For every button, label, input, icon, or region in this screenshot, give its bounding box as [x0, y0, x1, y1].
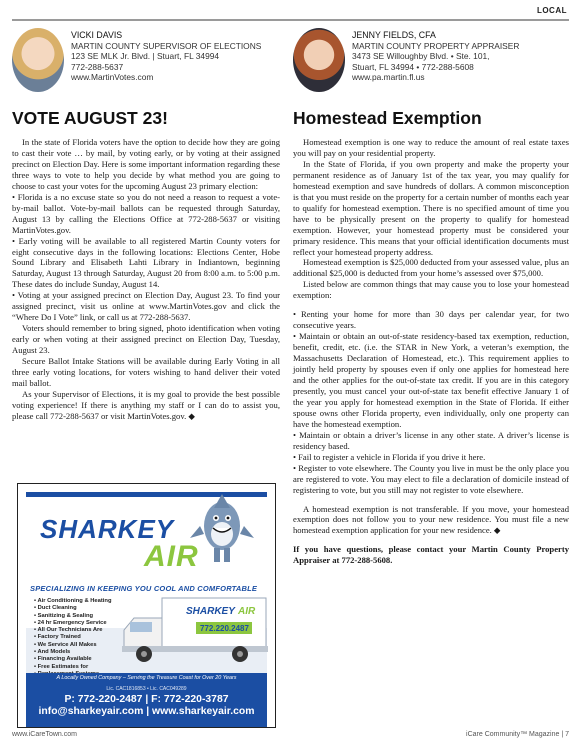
paragraph: Homestead exemption is $25,000 deducted from your assessed value, plus an additional $25,000 is deducted from your home’s assessed over $75,000.	[293, 257, 569, 279]
profile-info	[71, 28, 261, 98]
headline: VOTE AUGUST 23!	[12, 108, 168, 128]
paragraph: In the State of Florida, if you own property and make the property your permanent residence as of January 1st of the tax year, you may qualify for homestead exemption and save hundreds of dollars. A common misconception is that you must reside on the property for a certain number of months each year to qualify for homestead exemption. There is no specified amount of time you have to be physically present on the property to qualify for homestead exemption. However, your homestead property must be considered your primary residence. This means that your official identification documents must reflect your homestead property address.	[293, 158, 569, 257]
svg-text:SHARKEY: SHARKEY	[186, 606, 235, 617]
list-item: • Renting your home for more than 30 days per calendar year, for two consecutive years.	[293, 309, 569, 331]
left-column	[12, 28, 280, 422]
profile-phone: 772-288-5637	[71, 61, 124, 72]
ad-owned-line: A Locally Owned Company – Serving the Treasure Coast for Over 20 Years	[56, 675, 237, 681]
paragraph: Voters should remember to bring signed, photo identification when voting early or when voting at their assigned precinct on Election Day, Tuesday, August 23.	[12, 323, 280, 356]
article-body	[293, 137, 569, 566]
profile-address: 3473 SE Willoughby Blvd. • Ste. 101,	[352, 51, 490, 62]
list-item: • Maintain or obtain a driver’s license in any other state. A driver’s license is residency based.	[293, 429, 569, 451]
section-tag: LOCAL	[536, 6, 567, 15]
list-item: • Financing Available	[34, 656, 112, 663]
truck-phone: 772.220.2487	[200, 624, 249, 633]
ad-brand-air: AIR	[144, 540, 199, 573]
list-item: • Maintain or obtain an out-of-state residency-based tax exemption, reduction, benefit, credit, etc. (i.e. the STAR in New York, a veteran’s exemption, the Massachusetts Declaration of Homestead, etc.). This requirement applies to jointly held property by spouses even if only one applies for homestead here and the other applies for the out-of-state tax credit. If you are in this category presently, you must cancel your out-of-state tax benefit effective January 1 of the year you apply for homestead exemption in the State of Florida. If either spouse owns other Florida property, even individually, only one property can have the homestead exemption.	[293, 331, 569, 429]
ad-phones[interactable]: P: 772-220-2487 | F: 772-220-3787	[64, 694, 229, 705]
list-item: • Air Conditioning & Heating	[34, 598, 112, 605]
service-truck-icon	[122, 596, 268, 666]
ad-tagline: SPECIALIZING IN KEEPING YOU COOL AND COMFORTABLE	[30, 584, 258, 593]
list-item: • 24 hr Emergency Service	[34, 620, 112, 627]
profile-title: MARTIN COUNTY SUPERVISOR OF ELECTIONS	[71, 40, 262, 51]
svg-text:AIR: AIR	[238, 606, 256, 617]
contact-paragraph: If you have questions, please contact your Martin County Property Appraiser at 772-288-5608.	[293, 544, 569, 566]
paragraph: In the state of Florida voters have the option to decide how they are going to cast their vote … by mail, by voting early, or by voting at their assigned precinct on Election Day. Here is some important information regarding these three ways to vote to help you decide by what method you are going to choose to cast your votes for the upcoming August 23 primary election:	[12, 137, 280, 191]
ad-web-link[interactable]: info@sharkeyair.com | www.sharkeyair.com	[38, 706, 255, 717]
top-rule	[12, 19, 569, 21]
paragraph: Secure Ballot Intake Stations will be available during Early Voting in all three early voting locations, for voters wishing to hand deliver their voted mail ballot.	[12, 356, 280, 388]
ad-panel	[26, 492, 267, 719]
jenny-profile	[293, 28, 569, 98]
shark-mascot-icon	[186, 492, 256, 572]
profile-name: JENNY FIELDS, CFA	[352, 30, 436, 40]
ad-license: Lic. CAC1816853 • Lic. CAC049289	[106, 686, 187, 692]
profile-title: MARTIN COUNTY PROPERTY APPRAISER	[352, 40, 520, 51]
profile-address2: Stuart, FL 34994 • 772-288-5608	[352, 61, 474, 72]
list-item: • Duct Cleaning	[34, 605, 112, 612]
closing-paragraph: A homestead exemption is not transferable. If you move, your homestead exemption does not follow you to your new residence. You must file a new homestead exemption application for your new residence. ◆	[293, 503, 569, 536]
profile-address: 123 SE MLK Jr. Blvd. | Stuart, FL 34994	[71, 51, 220, 62]
list-item: • Factory Trained	[34, 634, 112, 641]
headline: Homestead Exemption	[293, 108, 482, 128]
paragraph: Listed below are common things that may cause you to lose your homestead exemption:	[293, 279, 569, 301]
list-item: • Fail to register a vehicle in Florida if you drive it here.	[293, 451, 486, 462]
profile-web-link[interactable]: www.pa.martin.fl.us	[352, 72, 425, 83]
paragraph: Homestead exemption is one way to reduce the amount of real estate taxes you will pay on your residential property.	[293, 137, 569, 158]
ad-contact-bar	[26, 673, 267, 728]
profile-info	[352, 28, 519, 98]
footer-website[interactable]: www.iCareTown.com	[12, 731, 77, 738]
paragraph: • Early voting will be available to all registered Martin County voters for eight consecutive days in the following locations: Elections Center, Hobe Sound Library and Elisabeth Lahti Library in Indiantown, beginning Saturday, August 13 through Saturday, August 20 from 8:00 a.m. to 5:00 p.m. These dates do include Sunday, August 14.	[12, 235, 280, 290]
list-item: • Free Estimates for	[34, 664, 112, 671]
page-footer	[12, 731, 569, 738]
paragraph: • Voting at your assigned precinct on Election Day, August 23. To find your assigned precinct, visit us online at www.MartinVotes.gov and click the “Where Do I Vote” link, or call us at 772-288-5637.	[12, 290, 280, 323]
sharkey-air-ad[interactable]	[17, 483, 276, 728]
right-column	[293, 28, 569, 566]
list-item: • And Models	[34, 649, 112, 656]
vicki-profile	[12, 28, 280, 98]
avatar	[293, 28, 345, 92]
list-item: • All Our Technicians Are	[34, 627, 112, 634]
ad-services-list	[34, 598, 112, 678]
profile-web-link[interactable]: www.MartinVotes.com	[71, 72, 154, 83]
paragraph: As your Supervisor of Elections, it is my goal to provide the best possible voting experience! If there is anything my staff or I can do to assist you, please call 772-288-5637 or visit MartinVotes.gov. ◆	[12, 388, 280, 421]
paragraph: • Florida is a no excuse state so you do not need a reason to request a vote-by-mail ballot. Vote-by-mail ballots can be requested through Saturday, August 13 by calling the Elections Office at 772-288-5637 or visiting MartinVotes.gov.	[12, 191, 280, 235]
avatar	[12, 28, 64, 92]
footer-page-info: iCare Community™ Magazine | 7	[466, 731, 569, 738]
list-item: • Register to vote elsewhere. The County you live in must be the only place you are registered to vote. You may elect to file a declaration of domicile instead of registering to vote, but you still may not register to vote elsewhere.	[293, 462, 569, 495]
article-body	[12, 137, 280, 422]
list-item: • Sanitizing & Sealing	[34, 613, 112, 620]
profile-name: VICKI DAVIS	[71, 30, 123, 40]
ad-brand-sharkey: SHARKEY	[40, 514, 175, 544]
list-item: • We Service All Makes	[34, 642, 112, 649]
